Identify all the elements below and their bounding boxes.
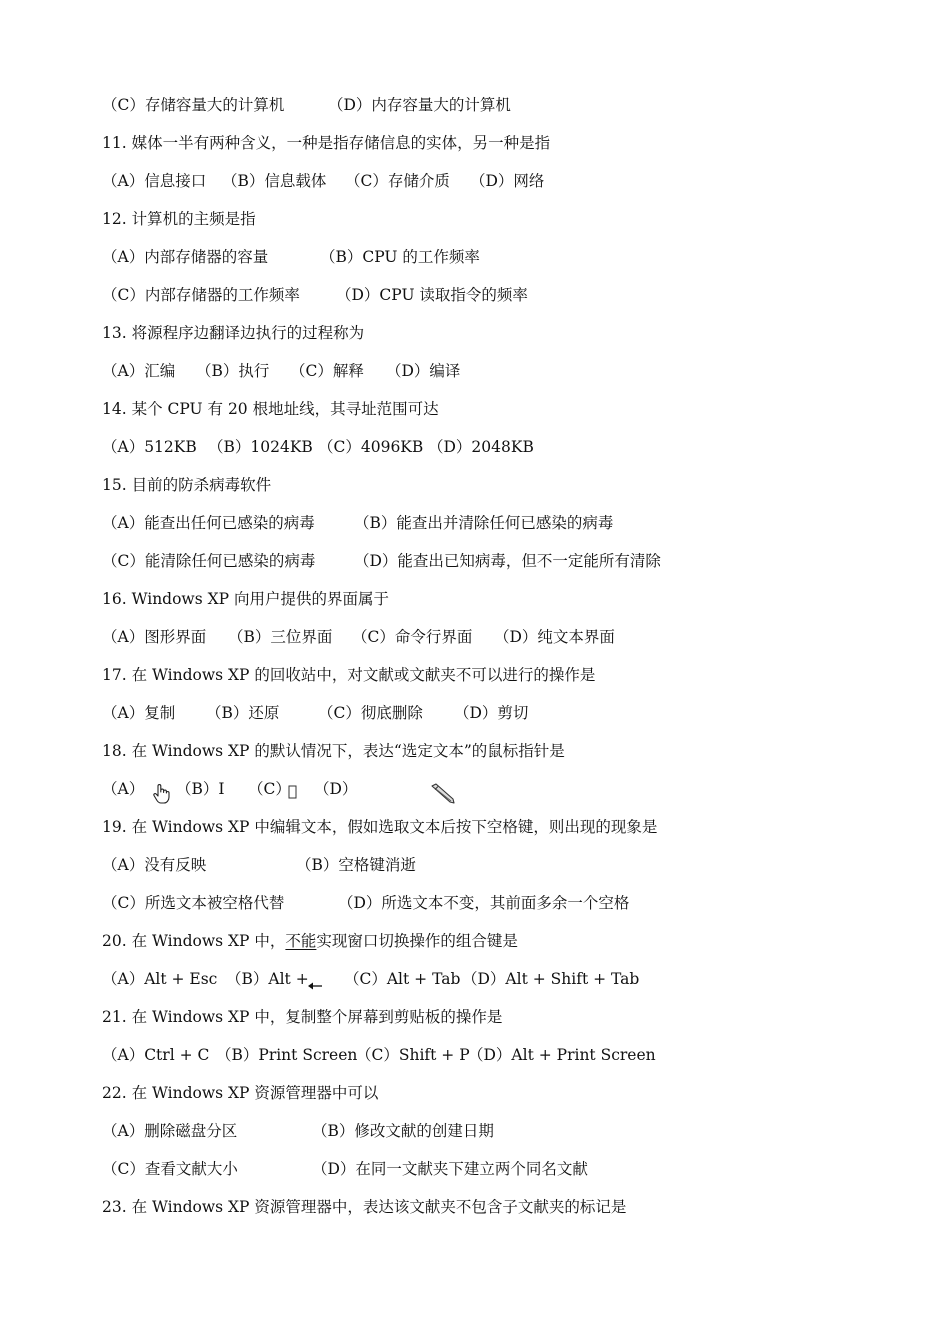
q15-option-c: （C）能清除任何已感染的病毒 — [102, 552, 316, 570]
q10-option-c: （C）存储容量大的计算机 — [102, 96, 285, 114]
q11-option-c: （C）存储介质 — [345, 172, 450, 190]
question-13-text: 13. 将源程序边翻译边执行的过程称为 — [102, 324, 365, 342]
q14-option-a: （A）512KB — [102, 438, 197, 456]
q22-option-b: （B）修改文献的创建日期 — [312, 1122, 494, 1140]
missing-glyph-box-icon — [288, 782, 297, 796]
question-21-text: 21. 在 Windows XP 中，复制整个屏幕到剪贴板的操作是 — [102, 1008, 503, 1026]
hand-pointer-icon — [152, 783, 170, 805]
question-19-text: 19. 在 Windows XP 中编辑文本，假如选取文本后按下空格键，则出现的现象是 — [102, 818, 658, 836]
q22-option-a: （A）删除磁盘分区 — [102, 1122, 238, 1140]
q20-option-b: （B）Alt + — [226, 970, 309, 988]
q17-option-d: （D）剪切 — [454, 704, 529, 722]
question-22-text: 22. 在 Windows XP 资源管理器中可以 — [102, 1084, 379, 1102]
q17-option-c: （C）彻底删除 — [318, 704, 423, 722]
question-20-emphasis: 不能 — [285, 932, 317, 950]
q17-option-a: （A）复制 — [102, 704, 176, 722]
backspace-arrow-icon — [307, 974, 323, 984]
q13-option-d: （D）编译 — [386, 362, 461, 380]
q20-option-a: （A）Alt + Esc — [102, 970, 218, 988]
q12-option-d: （D）CPU 读取指令的频率 — [336, 286, 528, 304]
q18-option-d: （D） — [314, 780, 358, 798]
q20-option-c: （C）Alt + Tab — [344, 970, 461, 988]
question-15-text: 15. 目前的防杀病毒软件 — [102, 476, 272, 494]
q16-option-b: （B）三位界面 — [228, 628, 333, 646]
q18-option-b: （B）I — [176, 780, 225, 798]
q21-option-b: （B）Print Screen — [216, 1046, 358, 1064]
question-23-text: 23. 在 Windows XP 资源管理器中，表达该文献夹不包含子文献夹的标记是 — [102, 1198, 627, 1216]
q13-option-b: （B）执行 — [196, 362, 270, 380]
q15-option-d: （D）能查出已知病毒，但不一定能所有清除 — [354, 552, 661, 570]
question-18-text: 18. 在 Windows XP 的默认情况下，表达“选定文本”的鼠标指针是 — [102, 742, 565, 760]
q15-option-a: （A）能查出任何已感染的病毒 — [102, 514, 315, 532]
q14-option-d: （D）2048KB — [428, 438, 534, 456]
q18-option-a: （A） — [102, 780, 145, 798]
q18-option-c: （C） — [248, 780, 291, 798]
q21-option-d: （D）Alt + Print Screen — [468, 1046, 656, 1064]
q19-option-d: （D）所选文本不变，其前面多余一个空格 — [338, 894, 630, 912]
q11-option-b: （B）信息载体 — [222, 172, 327, 190]
pen-pointer-icon — [430, 783, 456, 805]
q21-option-a: （A）Ctrl + C — [102, 1046, 210, 1064]
q14-option-c: （C）4096KB — [318, 438, 424, 456]
question-16-text: 16. Windows XP 向用户提供的界面属于 — [102, 590, 389, 608]
q16-option-d: （D）纯文本界面 — [494, 628, 615, 646]
question-20 — [102, 929, 518, 953]
q21-option-c: （C）Shift + P — [356, 1046, 470, 1064]
q13-option-a: （A）汇编 — [102, 362, 176, 380]
q22-option-d: （D）在同一文献夹下建立两个同名文献 — [312, 1160, 588, 1178]
q14-option-b: （B）1024KB — [208, 438, 313, 456]
question-17-text: 17. 在 Windows XP 的回收站中，对文献或文献夹不可以进行的操作是 — [102, 666, 596, 684]
question-12-text: 12. 计算机的主频是指 — [102, 210, 256, 228]
q13-option-c: （C）解释 — [290, 362, 364, 380]
q19-option-c: （C）所选文本被空格代替 — [102, 894, 285, 912]
q12-option-b: （B）CPU 的工作频率 — [320, 248, 480, 266]
q22-option-c: （C）查看文献大小 — [102, 1160, 238, 1178]
q12-option-c: （C）内部存储器的工作频率 — [102, 286, 300, 304]
q11-option-d: （D）网络 — [470, 172, 545, 190]
q16-option-c: （C）命令行界面 — [352, 628, 473, 646]
q20-option-d: （D）Alt + Shift + Tab — [462, 970, 640, 988]
q19-option-a: （A）没有反映 — [102, 856, 207, 874]
q11-option-a: （A）信息接口 — [102, 172, 207, 190]
question-14-text: 14. 某个 CPU 有 20 根地址线，其寻址范围可达 — [102, 400, 439, 418]
question-11-text: 11. 媒体一半有两种含义，一种是指存储信息的实体，另一种是指 — [102, 134, 551, 152]
q12-option-a: （A）内部存储器的容量 — [102, 248, 269, 266]
q16-option-a: （A）图形界面 — [102, 628, 207, 646]
question-20-text-end: 实现窗口切换操作的组合键是 — [316, 932, 518, 950]
q15-option-b: （B）能查出并清除任何已感染的病毒 — [354, 514, 614, 532]
q19-option-b: （B）空格键消逝 — [296, 856, 416, 874]
question-20-text-start: 20. 在 Windows XP 中， — [102, 932, 286, 950]
q17-option-b: （B）还原 — [206, 704, 280, 722]
q10-option-d: （D）内存容量大的计算机 — [328, 96, 511, 114]
